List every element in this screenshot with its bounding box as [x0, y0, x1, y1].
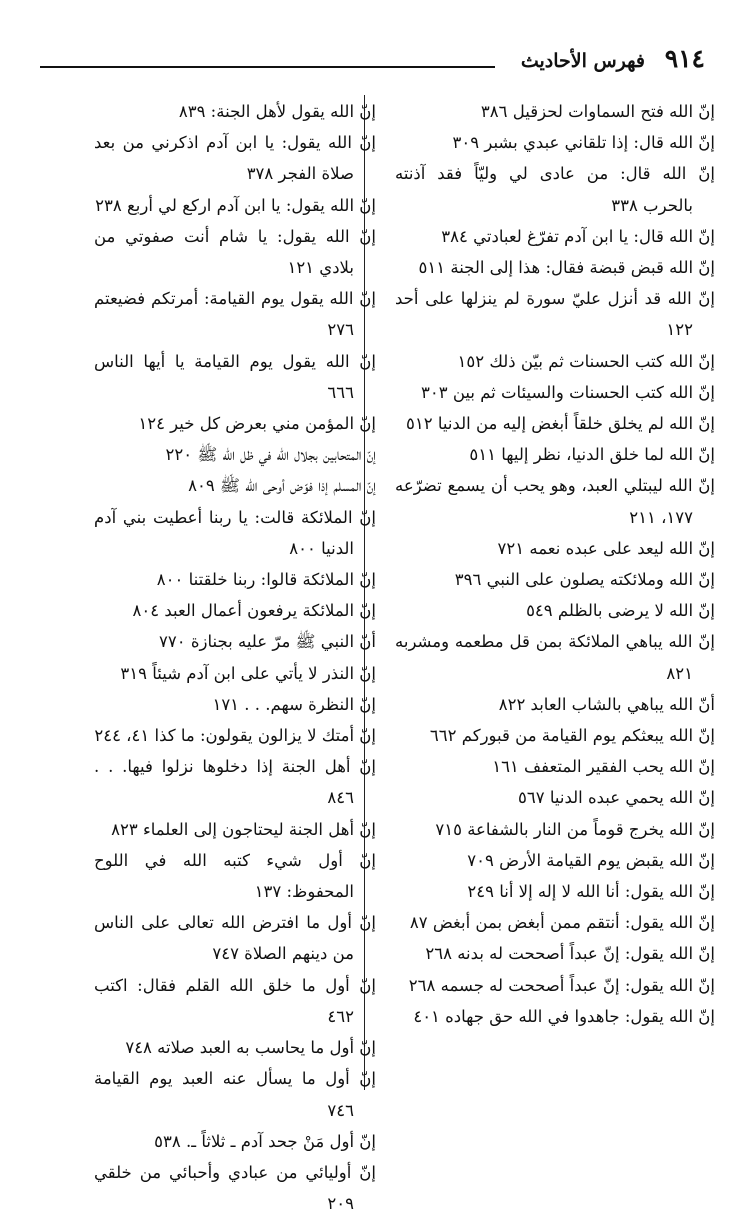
running-title: فهرس الأحاديث: [520, 50, 645, 72]
hadith-index-entry: إنّ النذر لا يأتي على ابن آدم شيئاً ٣١٩: [120, 663, 376, 683]
index-column-left: [72, 96, 376, 1219]
hadith-index-entry: إنّ الله ليعد على عبده نعمه ٧٢١: [497, 538, 715, 558]
hadith-index-entry: إنّ الله يحب الفقير المتعفف ١٦١: [492, 757, 715, 777]
hadith-index-entry: أنّ الله يباهي بالشاب العابد ٨٢٢: [498, 694, 715, 714]
hadith-index-entry: إنّ الله كتب الحسنات والسيئات ثم بين ٣٠٣: [420, 382, 715, 402]
hadith-index-entry: إنّ الله فتح السماوات لحزقيل ٣٨٦: [480, 102, 715, 121]
hadith-index-entry: إنّ أهل الجنة ليحتاجون إلى العلماء ٨٢٣: [111, 819, 376, 839]
hadith-index-entry: إنّ الله قال: يا ابن آدم تفرّغ لعبادتي ٣٨٤: [441, 226, 715, 246]
hadith-index-entry: إنّ الملائكة قالوا: ربنا خلقتنا ٨٠٠: [156, 570, 376, 590]
hadith-index-entry: إنّ أول شيء كتبه الله في اللوح المحفوظ: ١٣٧: [94, 850, 376, 902]
hadith-index-entry: إنّ أمتك لا يزالون يقولون: ما كذا ٤١، ٢٤٤: [94, 726, 376, 746]
hadith-index-entry: إنّ أول ما يسأل عنه العبد يوم القيامة ٧٤٦: [94, 1069, 376, 1120]
hadith-index-entry: إنّ الله يقول لأهل الجنة: ٨٣٩: [178, 102, 376, 121]
hadith-index-entry: إنّ الله قال: إذا تلقاني عبدي بشبر ٣٠٩: [452, 133, 715, 153]
hadith-index-entry: إنّ الله لا يرضى بالظلم ٥٤٩: [526, 601, 715, 621]
hadith-index-entry: إنّ الله يقول: يا ابن آدم اذكرني من بعد صلاة الفجر ٣٧٨: [94, 133, 376, 184]
hadith-index-entry: إنّ أهل الجنة إذا دخلوها نزلوا فيها. . . ٨٤٦: [94, 757, 376, 808]
hadith-index-entry: أنّ النبي ﷺ مرّ عليه بجنازة ٧٧٠: [159, 632, 376, 652]
hadith-index-entry: إنّ الله يقول يوم القيامة يا أيها الناس ٦٦٦: [94, 351, 376, 402]
page-number: ٩١٤: [664, 44, 705, 73]
hadith-index-entry: إنّ المتحابين بجلال الله في ظل الله ﷺ ٢٢٠: [165, 445, 376, 465]
hadith-index-entry: إنّ النظرة سهم. . . ١٧١: [212, 694, 376, 714]
hadith-index-entry: إنّ الملائكة قالت: يا ربنا أعطيت بني آدم الدنيا ٨٠٠: [94, 507, 376, 558]
hadith-index-entry: إنّ الله يخرج قوماً من النار بالشفاعة ٧١٥: [435, 819, 715, 839]
hadith-index-entry: إنّ أول ما افترض الله تعالى على الناس من دينهم الصلاة ٧٤٧: [94, 913, 376, 964]
hadith-index-entry: إنّ الله يباهي الملائكة بمن قل مطعمه ومشربه ٨٢١: [395, 632, 715, 683]
index-column-right: [373, 96, 715, 1032]
hadith-index-entry: إنّ الله كتب الحسنات ثم بيّن ذلك ١٥٢: [457, 351, 715, 371]
page-header: [40, 40, 705, 80]
hadith-index-entry: إنّ الله يقول: يا ابن آدم اركع لي أربع ٢٣٨: [95, 195, 376, 215]
hadith-index-entry: إنّ الله قبض قبضة فقال: هذا إلى الجنة ٥١١: [418, 258, 715, 278]
hadith-index-entry: إنّ الله يقول: جاهدوا في الله حق جهاده ٤٠١: [413, 1006, 715, 1026]
hadith-index-entry: إنّ أول ما يحاسب به العبد صلاته ٧٤٨: [125, 1038, 376, 1058]
hadith-index-entry: إنّ الله يقول: إنّ عبداً أصححت له بدنه ٢٦٨: [425, 944, 715, 964]
hadith-index-entry: إنّ أول ما خلق الله القلم فقال: اكتب ٤٦٢: [94, 975, 376, 1026]
hadith-index-entry: إنّ الله يقول: إنّ عبداً أصححت له جسمه ٢٦٨: [408, 975, 715, 995]
hadith-index-entry: إنّ الله يقول يوم القيامة: أمرتكم فضيعتم ٢٧٦: [94, 289, 376, 340]
hadith-index-entry: إنّ الله لما خلق الدنيا، نظر إليها ٥١١: [469, 445, 715, 465]
header-rule: [40, 66, 495, 68]
hadith-index-entry: إنّ الله قد أنزل عليّ سورة لم ينزلها على أحد ١٢٢: [395, 289, 715, 340]
hadith-index-entry: إنّ أوليائي من عبادي وأحبائي من خلقي ٢٠٩: [94, 1162, 376, 1214]
hadith-index-entry: إنّ المسلم إذا فوّض أوحى الله ﷺ ٨٠٩: [188, 476, 376, 496]
hadith-index-entry: إنّ الله لم يخلق خلقاً أبغض إليه من الدنيا ٥١٢: [406, 414, 715, 434]
hadith-index-entry: إنّ المؤمن مني بعرض كل خير ١٢٤: [138, 414, 376, 434]
hadith-index-entry: إنّ الملائكة يرفعون أعمال العبد ٨٠٤: [132, 601, 376, 621]
hadith-index-entry: إنّ الله وملائكته يصلون على النبي ٣٩٦: [454, 570, 715, 590]
hadith-index-entry: إنّ الله يحمي عبده الدنيا ٥٦٧: [518, 788, 715, 808]
hadith-index-entry: إنّ الله يبعثكم يوم القيامة من قبوركم ٦٦٢: [429, 726, 715, 746]
hadith-index-entry: إنّ الله يقول: أنا الله لا إله إلا أنا ٢٤٩: [467, 882, 715, 902]
hadith-index-entry: إنّ الله يقول: يا شام أنت صفوتي من بلادي ١٢١: [94, 226, 376, 278]
hadith-index-entry: إنّ الله يقول: أنتقم ممن أبغض بمن أبغض ٨٧: [409, 913, 715, 933]
hadith-index-entry: إنّ الله ليبتلي العبد، وهو يحب أن يسمع تضرّعه ١٧٧، ٢١١: [395, 476, 715, 527]
hadith-index-entry: إنّ أول مَنْ جحد آدم ـ ثلاثاً ـ. ٥٣٨: [154, 1131, 376, 1151]
hadith-index-entry: إنّ الله يقبض يوم القيامة الأرض ٧٠٩: [467, 850, 715, 870]
hadith-index-entry: إنّ الله قال: من عادى لي وليّاً فقد آذنته بالحرب ٣٣٨: [395, 164, 715, 215]
